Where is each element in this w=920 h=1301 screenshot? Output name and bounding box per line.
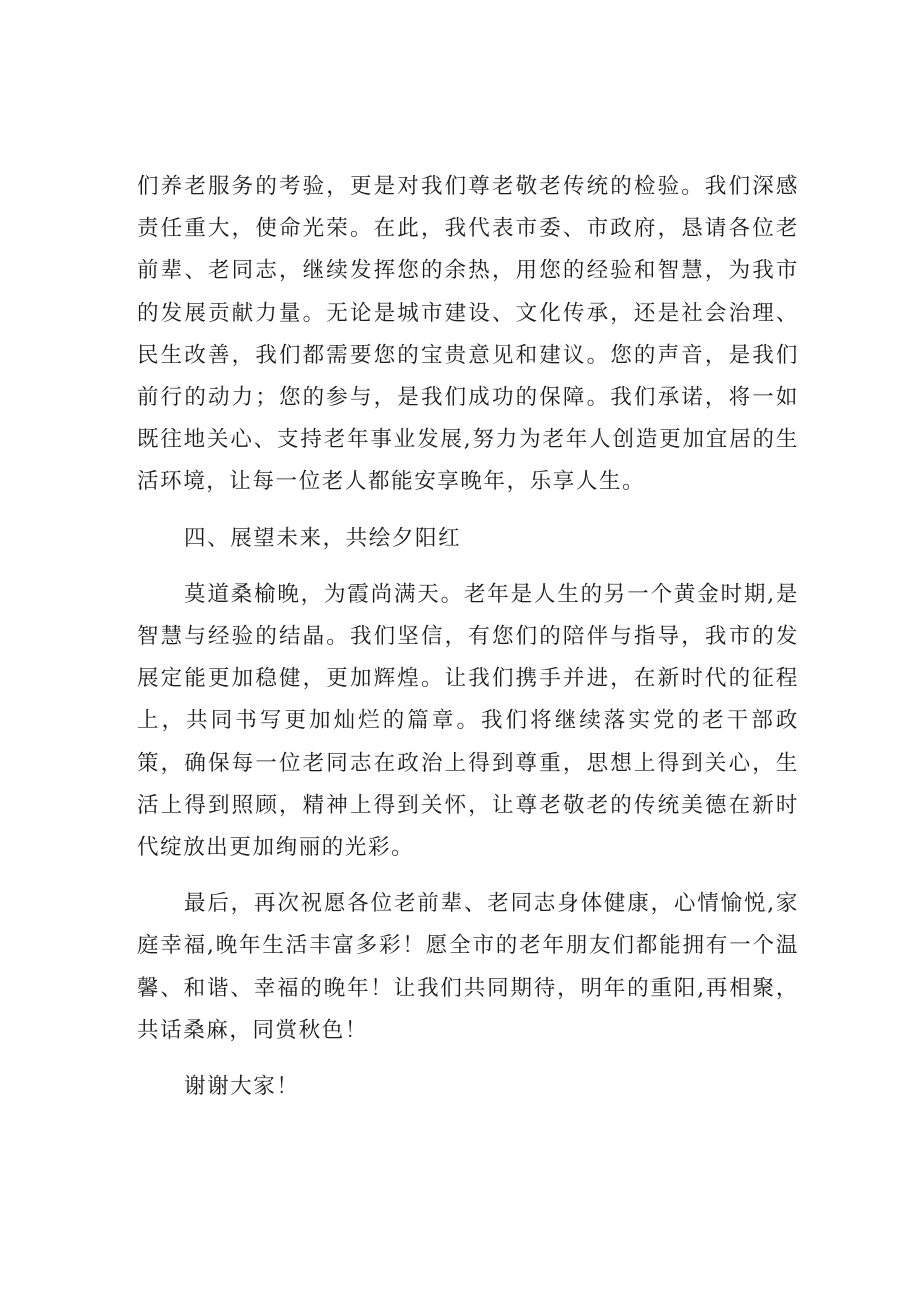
section-heading: 四、展望未来，共绘夕阳红 [184, 525, 462, 551]
paragraph-closing-wishes: 最后，再次祝愿各位老前辈、老同志身体健康，心情愉悦,家庭幸福,晚年生活丰富多彩！愿全市的老年朋友们都能拥有一个温馨、和谐、幸福的晚年！让我们共同期待，明年的重阳,再相聚，共话桑麻，同赏秋色！ [137, 891, 799, 1043]
paragraph-outlook: 莫道桑榆晚，为霞尚满天。老年是人生的另一个黄金时期,是智慧与经验的结晶。我们坚信，有您们的陪伴与指导，我市的发展定能更加稳健，更加辉煌。让我们携手并进，在新时代的征程上，共同书写更加灿烂的篇章。我们将继续落实党的老干部政策，确保每一位老同志在政治上得到尊重，思想上得到关心，生活上得到照顾，精神上得到关怀，让尊老敬老的传统美德在新时代绽放出更加绚丽的光彩。 [137, 581, 799, 861]
paragraph-continuation: 们养老服务的考验，更是对我们尊老敬老传统的检验。我们深感责任重大，使命光荣。在此，我代表市委、市政府，恳请各位老前辈、老同志，继续发挥您的余热，用您的经验和智慧，为我市的发展贡献力量。无论是城市建设、文化传承，还是社会治理、民生改善，我们都需要您的宝贵意见和建议。您的声音，是我们前行的动力；您的参与，是我们成功的保障。我们承诺，将一如既往地关心、支持老年事业发展,努力为老年人创造更加宜居的生活环境，让每一位老人都能安享晚年，乐享人生。 [137, 174, 799, 495]
document-body [137, 166, 799, 1108]
paragraph-thanks: 谢谢大家！ [184, 1074, 300, 1100]
